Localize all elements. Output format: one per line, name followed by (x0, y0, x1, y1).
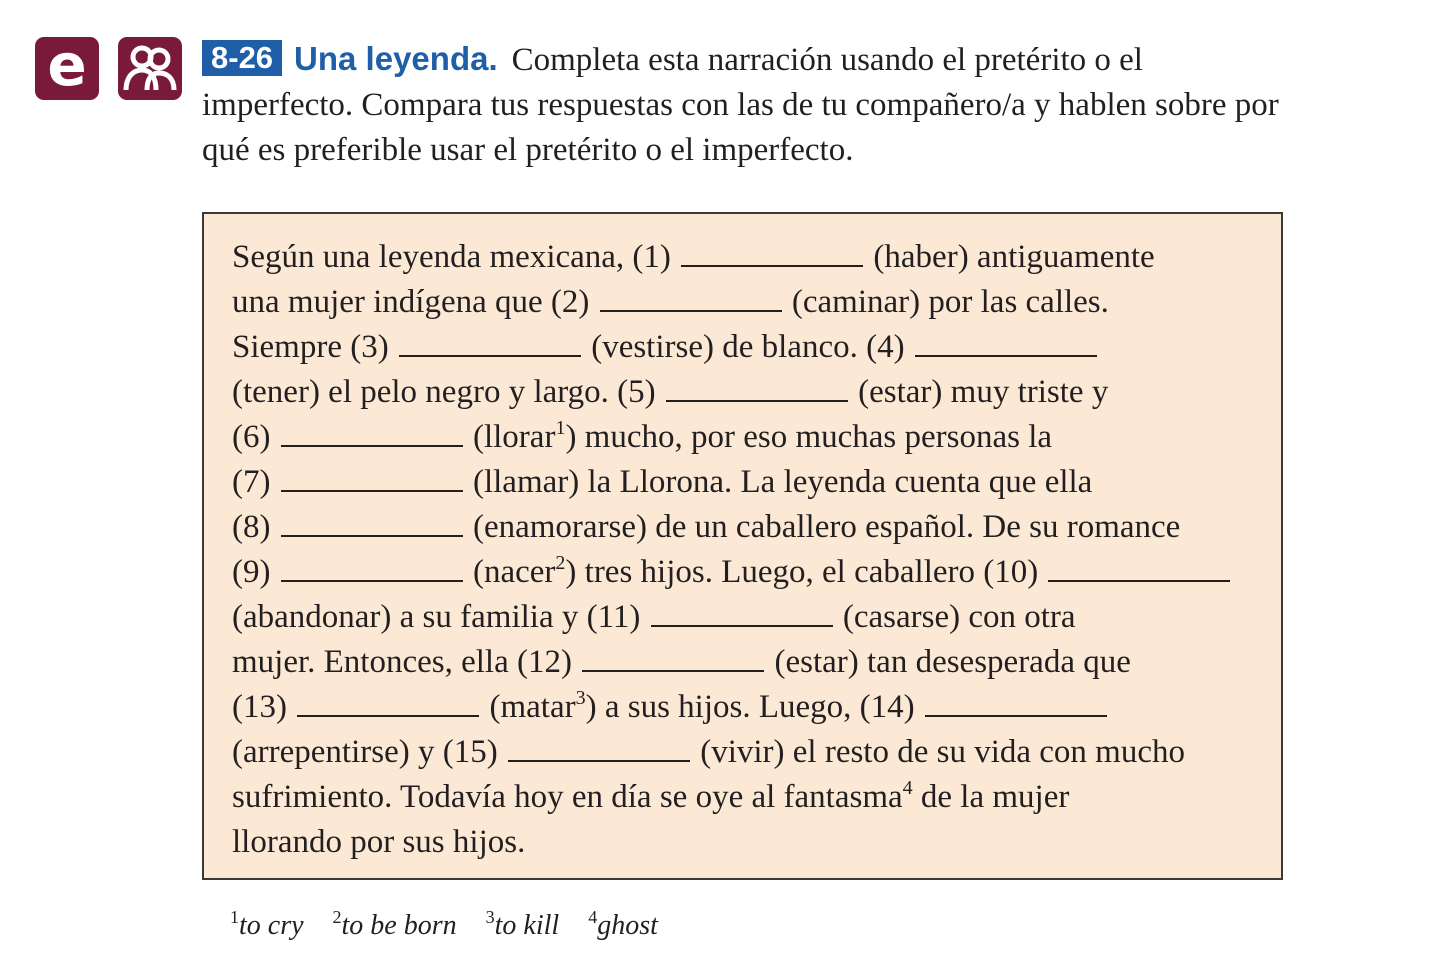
footnote-text: ghost (597, 910, 658, 941)
story-line (232, 685, 1277, 730)
footnote-marker: 2 (555, 552, 566, 574)
story-text-segment: (8) (232, 509, 279, 545)
story-box (202, 212, 1283, 880)
story-line (232, 235, 1277, 280)
blank-11[interactable] (651, 597, 833, 627)
story-text-segment: (estar) muy triste y (849, 374, 1109, 410)
blank-4[interactable] (915, 327, 1097, 357)
story-text-segment: (enamorarse) de un caballero español. De su romance (464, 509, 1181, 545)
exercise-title: Una leyenda. (294, 40, 498, 77)
exercise-number-badge: 8-26 (202, 40, 282, 76)
exercise-header (202, 36, 1302, 173)
e-letter-glyph: e (47, 30, 87, 99)
blank-1[interactable] (681, 237, 863, 267)
footnote (485, 907, 560, 941)
story-text-segment: (abandonar) a su familia y (11) (232, 599, 649, 635)
blank-3[interactable] (399, 327, 581, 357)
blank-7[interactable] (281, 462, 463, 492)
blank-10[interactable] (1048, 552, 1230, 582)
story-text (232, 235, 1277, 865)
footnote-marker: 1 (555, 417, 566, 439)
story-text-segment: de la mujer (912, 779, 1070, 815)
blank-12[interactable] (582, 642, 764, 672)
story-text-segment: (nacer (464, 554, 556, 590)
blank-6[interactable] (281, 417, 463, 447)
story-text-segment: (llorar (464, 419, 556, 455)
story-text-segment: (9) (232, 554, 279, 590)
story-text-segment: Siempre (3) (232, 329, 397, 365)
story-line (232, 280, 1277, 325)
story-line (232, 730, 1277, 775)
footnote-number: 1 (230, 907, 239, 927)
story-text-segment: (13) (232, 689, 296, 725)
footnote-number: 3 (485, 907, 495, 927)
blank-13[interactable] (297, 687, 479, 717)
story-text-segment: (matar (481, 689, 576, 725)
blank-8[interactable] (281, 507, 463, 537)
blank-5[interactable] (666, 372, 848, 402)
blank-14[interactable] (925, 687, 1107, 717)
footnote-marker: 3 (575, 687, 586, 709)
footnote-text: to kill (494, 910, 560, 941)
exercise-instructions: Completa esta narración usando el pretérito o el imperfecto. Compara tus respuestas con las de tu compañero/a y hablen sobre por qué es preferible usar el pretérito o el imperfecto. (202, 42, 1279, 168)
story-line (232, 595, 1277, 640)
pair-work-glyph (122, 42, 178, 96)
blank-15[interactable] (508, 732, 690, 762)
story-text-segment: mujer. Entonces, ella (12) (232, 644, 581, 680)
story-text-segment: ) tres hijos. Luego, el caballero (10) (565, 554, 1047, 590)
story-text-segment: llorando por sus hijos. (232, 824, 526, 860)
story-text-segment: (tener) el pelo negro y largo. (5) (232, 374, 664, 410)
story-line (232, 550, 1277, 595)
footnotes (230, 906, 680, 946)
story-text-segment: una mujer indígena que (2) (232, 284, 598, 320)
blank-2[interactable] (600, 282, 782, 312)
story-line (232, 820, 1277, 865)
footnote-number: 2 (332, 907, 342, 927)
story-line (232, 415, 1277, 460)
footnote-text: to be born (341, 910, 457, 941)
footnote (332, 907, 457, 941)
story-text-segment: (caminar) por las calles. (783, 284, 1109, 320)
story-text-segment: sufrimiento. Todavía hoy en día se oye al fantasma (232, 779, 903, 815)
story-text-segment: Según una leyenda mexicana, (1) (232, 239, 680, 275)
story-line (232, 370, 1277, 415)
story-line (232, 460, 1277, 505)
story-line (232, 505, 1277, 550)
story-line (232, 325, 1277, 370)
story-text-segment: (estar) tan desesperada que (766, 644, 1131, 680)
footnote-number: 4 (588, 907, 598, 927)
e-activity-icon (35, 30, 99, 100)
pair-work-icon (118, 37, 182, 100)
story-text-segment: (casarse) con otra (834, 599, 1076, 635)
story-text-segment: (arrepentirse) y (15) (232, 734, 506, 770)
footnote (588, 907, 658, 941)
story-text-segment: (llamar) la Llorona. La leyenda cuenta que ella (464, 464, 1093, 500)
story-text-segment: (7) (232, 464, 279, 500)
story-text-segment: (6) (232, 419, 279, 455)
story-text-segment: ) mucho, por eso muchas personas la (565, 419, 1053, 455)
story-text-segment: (vivir) el resto de su vida con mucho (691, 734, 1185, 770)
story-text-segment: ) a sus hijos. Luego, (14) (585, 689, 923, 725)
blank-9[interactable] (281, 552, 463, 582)
story-text-segment: (vestirse) de blanco. (4) (582, 329, 913, 365)
footnote-marker: 4 (902, 777, 913, 799)
story-line (232, 640, 1277, 685)
story-line (232, 775, 1277, 820)
footnote-text: to cry (239, 910, 304, 941)
footnote (230, 907, 304, 941)
story-text-segment: (haber) antiguamente (865, 239, 1155, 275)
